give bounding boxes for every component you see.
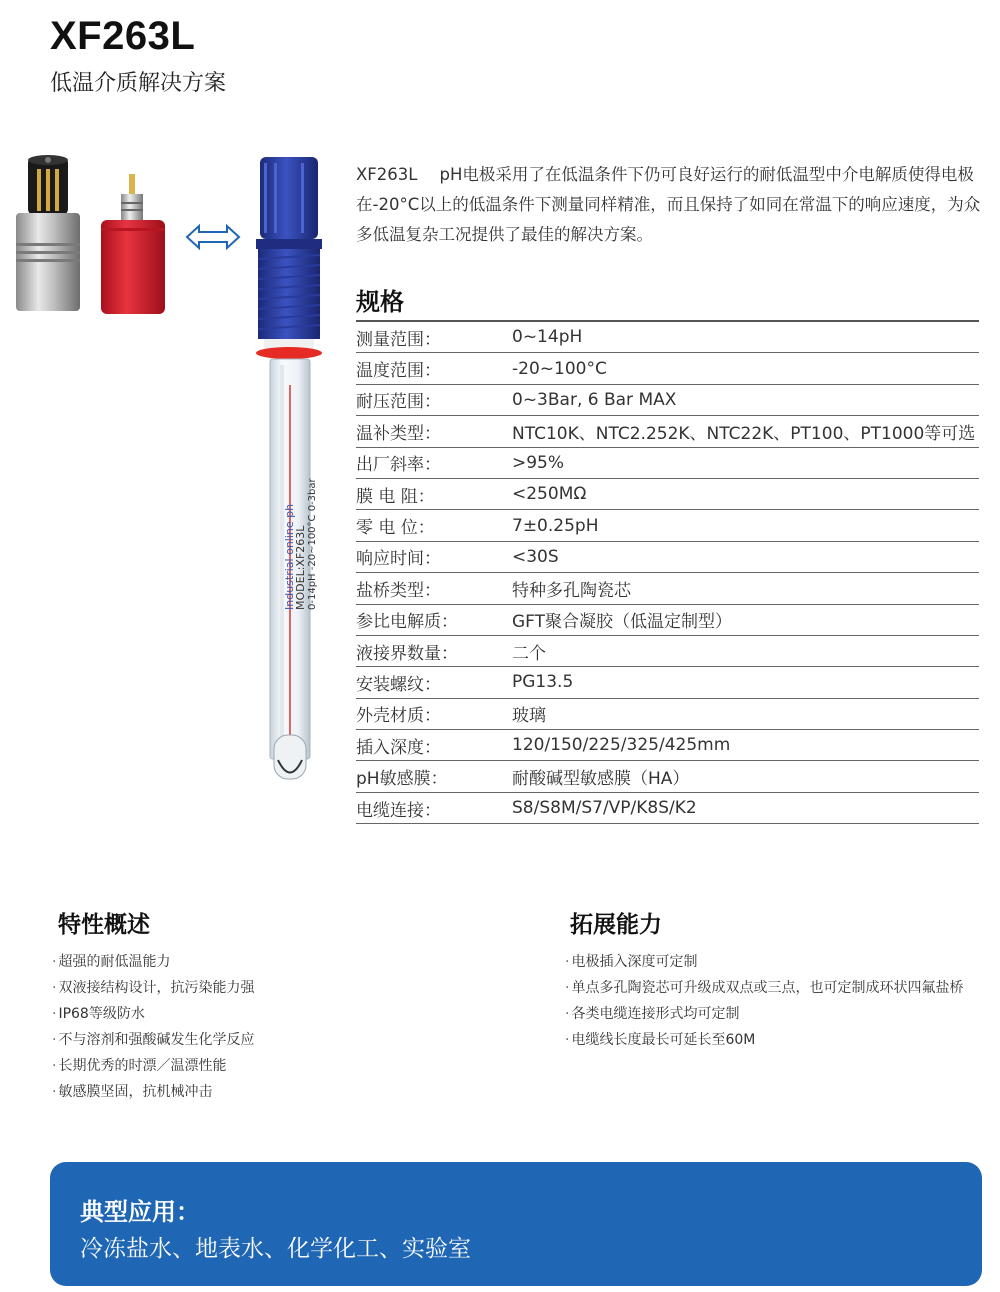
list-item: · 不与溶剂和强酸碱发生化学反应 <box>52 1032 255 1048</box>
description-text: pH电极采用了在低温条件下仍可良好运行的耐低温型中介电解质使得电极在-20°C以上的低温条件下测量同样精准，而且保持了如同在常温下的响应速度，为众多低温复杂工况提供了最佳的解决方案。 <box>356 165 981 244</box>
spec-value: 特种多孔陶瓷芯 <box>512 580 631 601</box>
spec-row <box>356 605 979 636</box>
spec-row <box>356 573 979 604</box>
spec-key: 出厂斜率： <box>356 455 441 476</box>
spec-row <box>356 510 979 541</box>
spec-value: 玻璃 <box>512 706 546 727</box>
spec-value: 耐酸碱型敏感膜（HA） <box>512 769 690 790</box>
ph-electrode-image <box>240 155 340 815</box>
spec-heading: 规格 <box>356 288 404 316</box>
list-item: · 敏感膜坚固，抗机械冲击 <box>52 1084 213 1100</box>
applications-value: 冷冻盐水、地表水、化学化工、实验室 <box>80 1236 471 1262</box>
spec-key: pH敏感膜： <box>356 769 448 790</box>
extensions-heading: 拓展能力 <box>570 912 662 938</box>
spec-key: 温度范围： <box>356 361 441 382</box>
electrode-label-line2: MODEL:XF263L <box>294 525 307 610</box>
spec-key: 参比电解质： <box>356 612 458 633</box>
spec-key: 液接界数量： <box>356 643 458 664</box>
spec-row <box>356 793 979 824</box>
spec-row <box>356 542 979 573</box>
product-description <box>356 160 988 250</box>
product-title: XF263L <box>50 14 196 58</box>
description-model: XF263L <box>356 165 418 184</box>
spec-row <box>356 448 979 479</box>
product-subtitle: 低温介质解决方案 <box>50 71 227 96</box>
spec-row <box>356 385 979 416</box>
features-list <box>52 949 254 1105</box>
spec-value: <30S <box>512 546 559 567</box>
spec-row <box>356 761 979 792</box>
spec-value: 0~3Bar, 6 Bar MAX <box>512 389 677 410</box>
spec-value: 7±0.25pH <box>512 515 599 536</box>
spec-value: >95% <box>512 452 565 473</box>
spec-key: 安装螺纹： <box>356 674 441 695</box>
spec-key: 外壳材质： <box>356 706 441 727</box>
spec-value: <250MΩ <box>512 484 587 505</box>
spec-row <box>356 416 979 447</box>
spec-value: NTC10K、NTC2.252K、NTC22K、PT100、PT1000等可选 <box>512 423 976 444</box>
spec-row <box>356 667 979 698</box>
spec-row <box>356 479 979 510</box>
applications-banner <box>50 1162 982 1286</box>
list-item: · 电缆线长度最长可延长至60M <box>565 1032 756 1048</box>
spec-value: -20~100°C <box>512 358 607 379</box>
list-item: · 电极插入深度可定制 <box>565 954 698 970</box>
spec-value: GFT聚合凝胶（低温定制型） <box>512 612 733 633</box>
list-item: · 单点多孔陶瓷芯可升级成双点或三点，也可定制成环状四氟盐桥 <box>565 980 964 996</box>
list-item: · 各类电缆连接形式均可定制 <box>565 1006 740 1022</box>
spec-value: S8/S8M/S7/VP/K8S/K2 <box>512 798 697 819</box>
spec-key: 电缆连接： <box>356 800 441 821</box>
spec-row <box>356 322 979 353</box>
electrode-label-line1: Industrial online ph <box>283 503 296 610</box>
spec-key: 零 电 位： <box>356 518 435 539</box>
spec-table <box>356 320 979 824</box>
list-item: · IP68等级防水 <box>52 1006 145 1022</box>
spec-key: 盐桥类型： <box>356 580 441 601</box>
spec-row <box>356 730 979 761</box>
spec-value: 120/150/225/325/425mm <box>512 735 731 756</box>
list-item: · 长期优秀的时漂／温漂性能 <box>52 1058 227 1074</box>
list-item: · 双液接结构设计，抗污染能力强 <box>52 980 255 996</box>
spec-value: PG13.5 <box>512 672 574 693</box>
list-item: · 超强的耐低温能力 <box>52 954 171 970</box>
applications-label: 典型应用： <box>80 1198 200 1226</box>
spec-key: 耐压范围： <box>356 392 441 413</box>
spec-key: 测量范围： <box>356 329 441 350</box>
spec-key: 响应时间： <box>356 549 441 570</box>
spec-row <box>356 636 979 667</box>
electrode-label-line3: 0-14pH -20~100°C 0-3bar <box>307 478 318 610</box>
extensions-list <box>565 949 963 1053</box>
spec-key: 温补类型： <box>356 423 441 444</box>
spec-value: 二个 <box>512 643 546 664</box>
connector-red-image <box>95 172 170 317</box>
spec-row <box>356 699 979 730</box>
connector-metal-image <box>10 155 85 315</box>
spec-row <box>356 353 979 384</box>
features-heading: 特性概述 <box>58 912 150 938</box>
spec-key: 膜 电 阻： <box>356 486 435 507</box>
spec-key: 插入深度： <box>356 737 441 758</box>
double-arrow-icon <box>185 222 241 252</box>
spec-value: 0~14pH <box>512 327 583 348</box>
